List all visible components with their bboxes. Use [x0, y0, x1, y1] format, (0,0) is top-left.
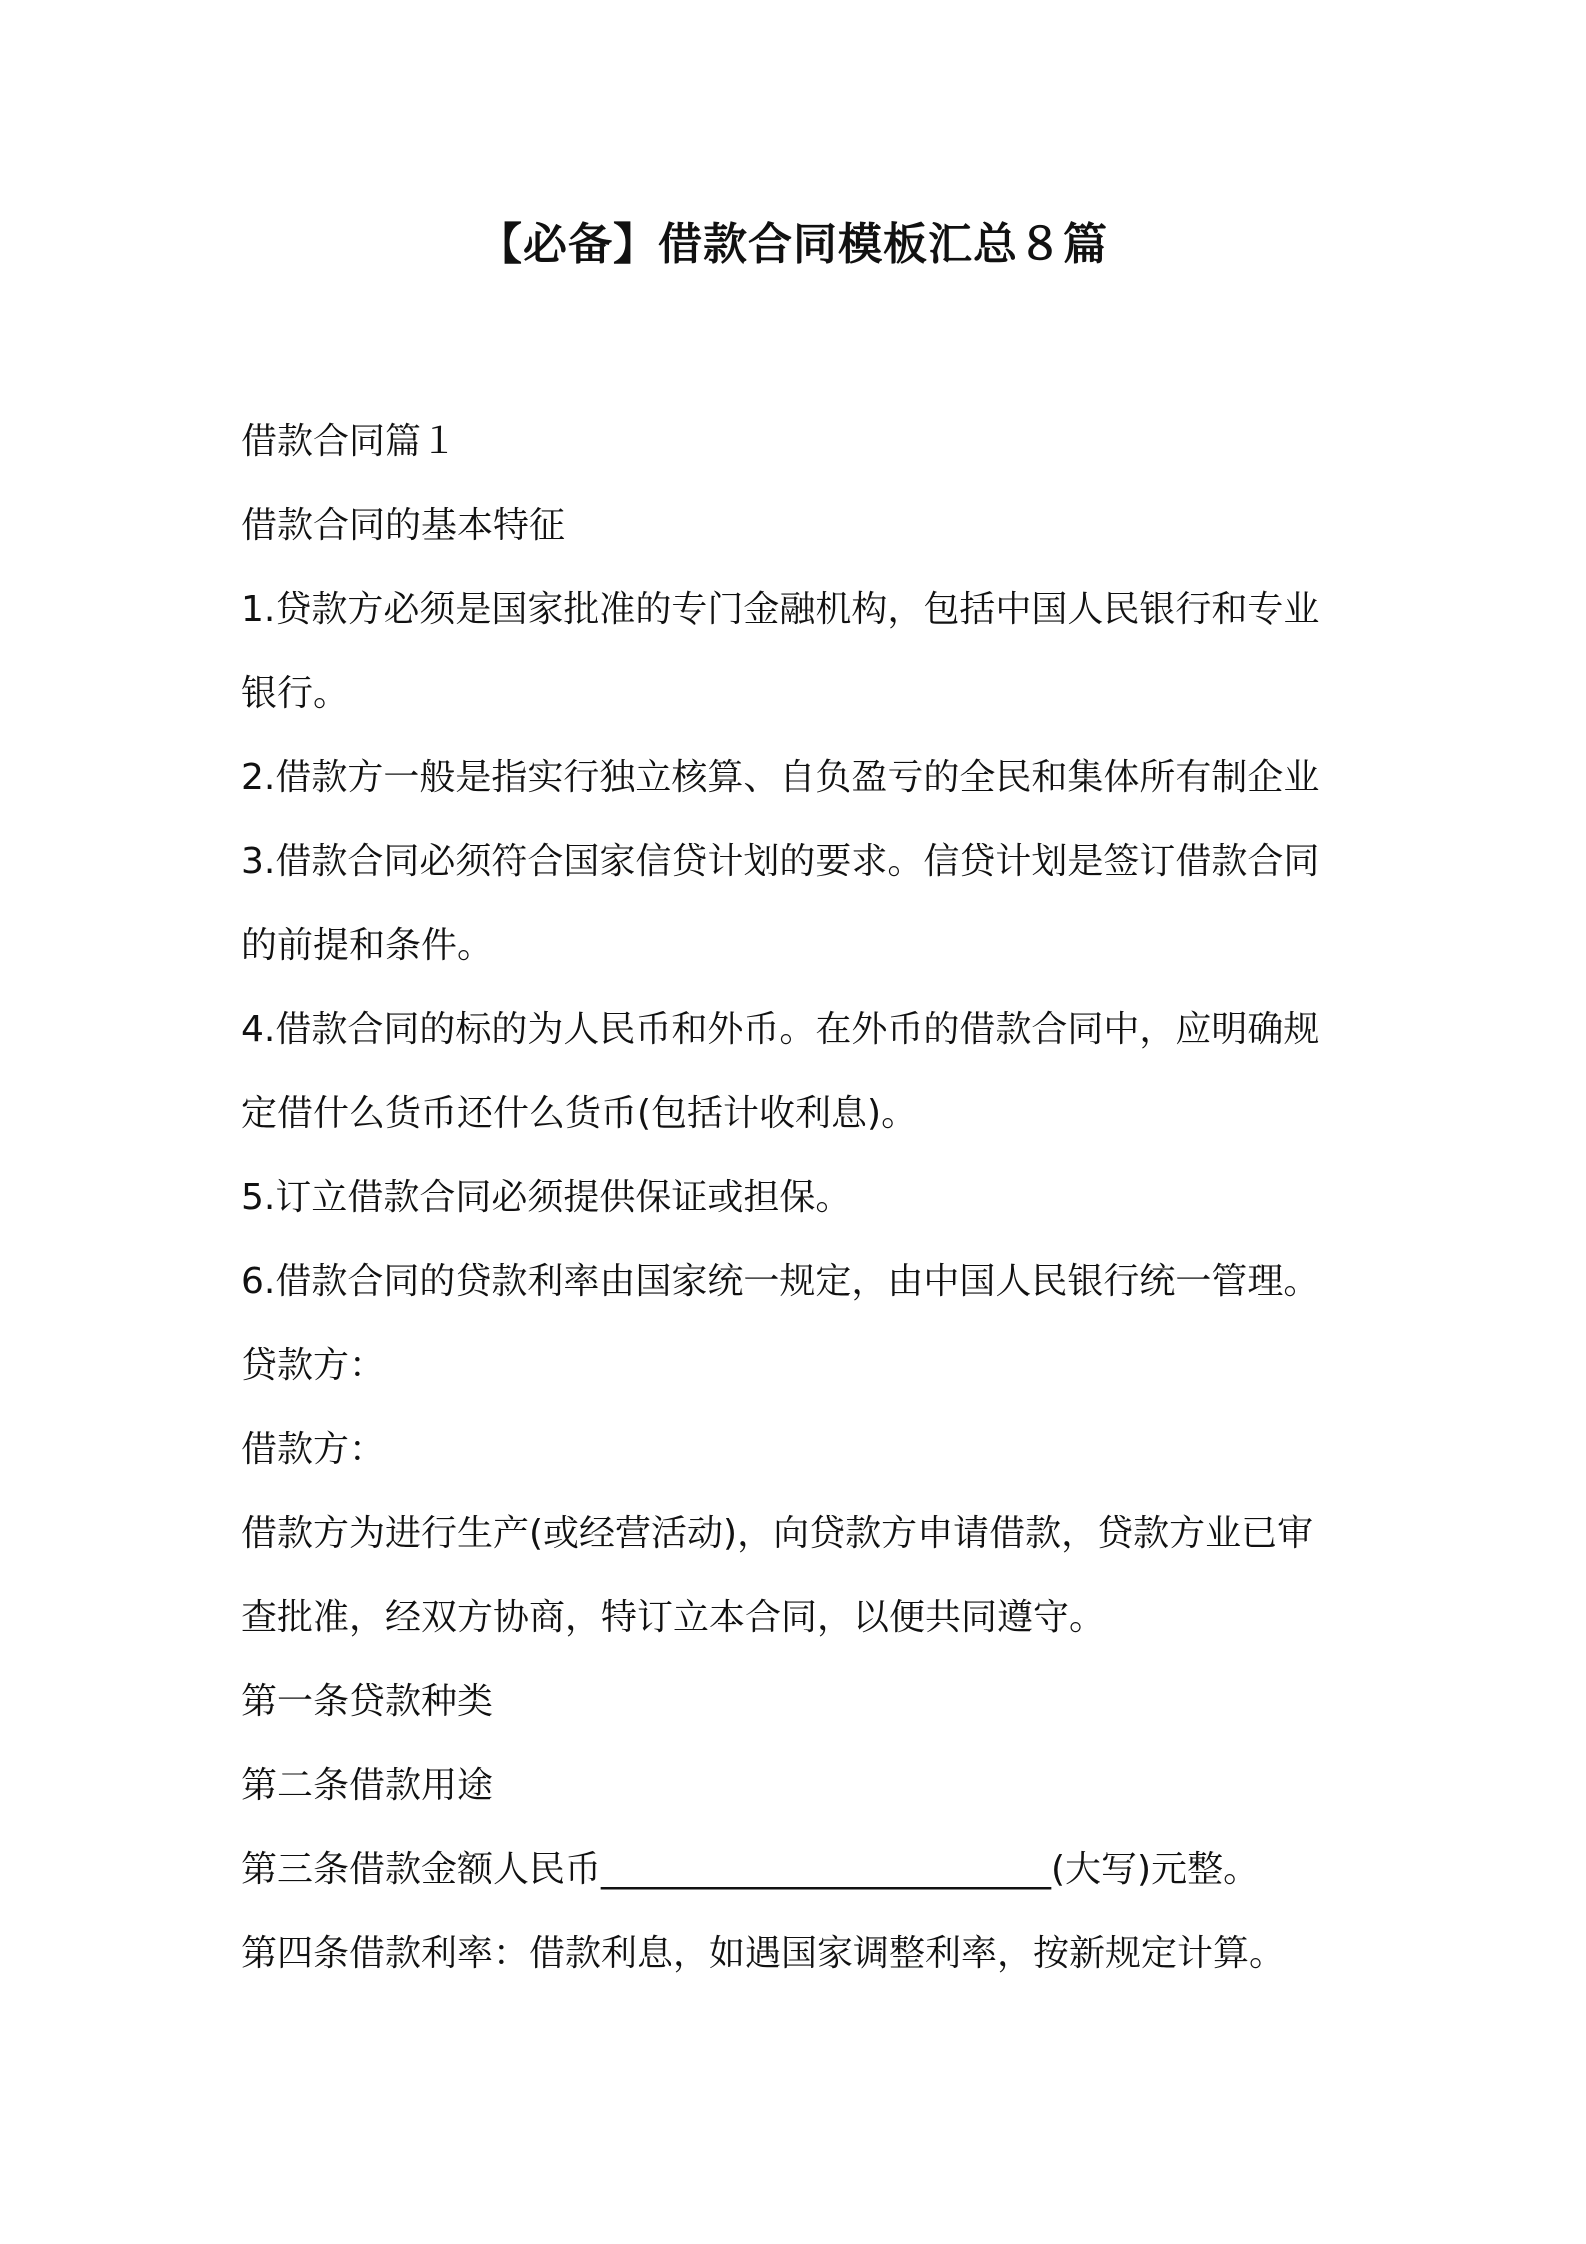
clause-line: 第三条借款金额人民币_________________________(大写)元整。 [241, 1849, 1260, 1890]
document-body [241, 400, 1361, 1996]
borrower-label: 借款方： [241, 1429, 386, 1470]
text-line: 银行。 [241, 673, 350, 714]
text-line: 6.借款合同的贷款利率由国家统一规定，由中国人民银行统一管理。 [241, 1261, 1320, 1302]
section-heading: 借款合同篇１ [241, 421, 458, 462]
lender-label: 贷款方： [241, 1345, 386, 1386]
text-line: 借款方为进行生产(或经营活动)，向贷款方申请借款，贷款方业已审 [241, 1513, 1314, 1554]
text-line: 2.借款方一般是指实行独立核算、自负盈亏的全民和集体所有制企业 [241, 757, 1320, 798]
clause-line: 第一条贷款种类 [241, 1681, 494, 1722]
text-line: 的前提和条件。 [241, 925, 494, 966]
document-title: 【必备】借款合同模板汇总８篇 [478, 219, 1108, 270]
subheading: 借款合同的基本特征 [241, 505, 566, 546]
text-line: 3.借款合同必须符合国家信贷计划的要求。信贷计划是签订借款合同 [241, 841, 1320, 882]
text-line: 5.订立借款合同必须提供保证或担保。 [241, 1177, 852, 1218]
text-line: 定借什么货币还什么货币(包括计收利息)。 [241, 1093, 918, 1134]
clause-line: 第四条借款利率：借款利息，如遇国家调整利率，按新规定计算。 [241, 1933, 1286, 1974]
text-line: 4.借款合同的标的为人民币和外币。在外币的借款合同中，应明确规 [241, 1009, 1320, 1050]
text-line: 1.贷款方必须是国家批准的专门金融机构，包括中国人民银行和专业 [241, 589, 1320, 630]
text-line: 查批准，经双方协商，特订立本合同，以便共同遵守。 [241, 1597, 1106, 1638]
clause-line: 第二条借款用途 [241, 1765, 494, 1806]
